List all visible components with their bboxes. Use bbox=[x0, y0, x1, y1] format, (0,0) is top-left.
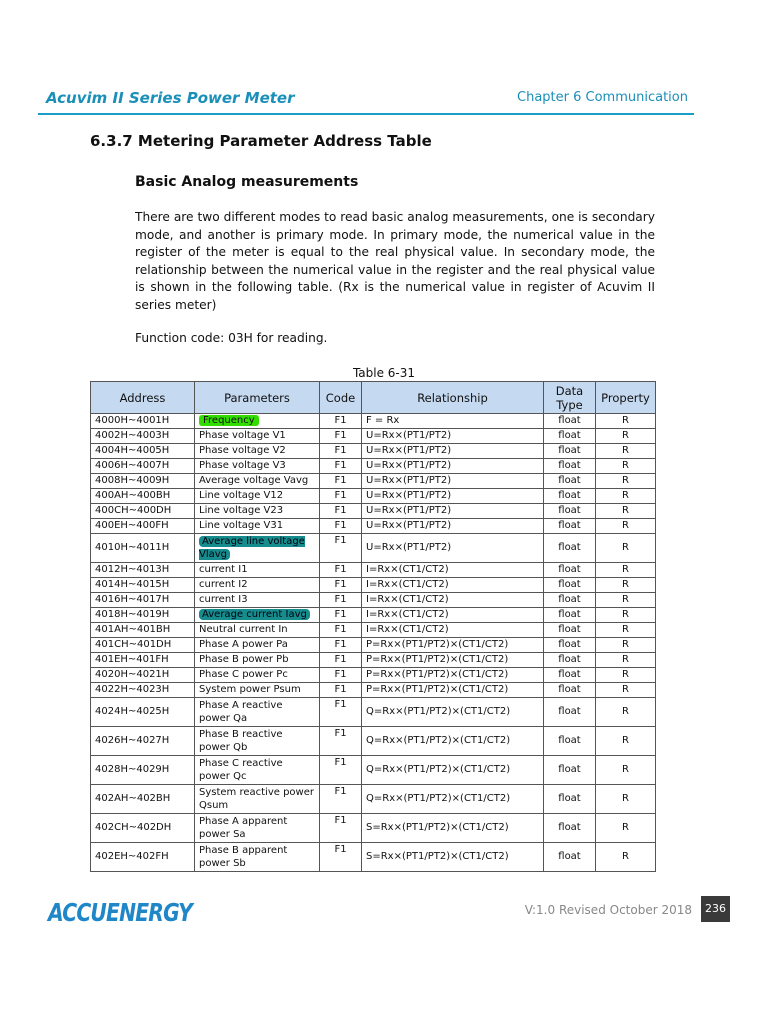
cell-data-type: float bbox=[544, 444, 596, 459]
cell-code: F1 bbox=[320, 814, 362, 843]
parameter-text: System power Psum bbox=[199, 684, 301, 696]
cell-parameter bbox=[195, 429, 320, 444]
table-row bbox=[91, 608, 656, 623]
cell-code: F1 bbox=[320, 489, 362, 504]
cell-property: R bbox=[596, 668, 656, 683]
cell-address: 400CH~400DH bbox=[91, 504, 195, 519]
cell-data-type: float bbox=[544, 519, 596, 534]
parameter-text: current I3 bbox=[199, 594, 248, 606]
cell-data-type: float bbox=[544, 698, 596, 727]
cell-relationship: I=Rx×(CT1/CT2) bbox=[362, 563, 544, 578]
table-row bbox=[91, 638, 656, 653]
table-row bbox=[91, 474, 656, 489]
cell-parameter bbox=[195, 563, 320, 578]
cell-address: 4006H~4007H bbox=[91, 459, 195, 474]
cell-data-type: float bbox=[544, 683, 596, 698]
cell-address: 401AH~401BH bbox=[91, 623, 195, 638]
parameter-text: Average line voltage Vlavg bbox=[199, 535, 305, 560]
parameter-text: Line voltage V12 bbox=[199, 490, 284, 502]
cell-data-type: float bbox=[544, 623, 596, 638]
cell-property: R bbox=[596, 474, 656, 489]
parameter-text: System reactive power Qsum bbox=[199, 786, 314, 811]
cell-relationship: U=Rx×(PT1/PT2) bbox=[362, 504, 544, 519]
cell-parameter bbox=[195, 785, 320, 814]
cell-address: 4028H~4029H bbox=[91, 756, 195, 785]
cell-relationship: I=Rx×(CT1/CT2) bbox=[362, 593, 544, 608]
cell-data-type: float bbox=[544, 429, 596, 444]
parameter-text: Line voltage V31 bbox=[199, 520, 284, 532]
cell-property: R bbox=[596, 504, 656, 519]
parameter-text: Phase voltage V3 bbox=[199, 460, 286, 472]
cell-data-type: float bbox=[544, 534, 596, 563]
header-relationship: Relationship bbox=[362, 382, 544, 414]
parameter-text: Average current Iavg bbox=[199, 609, 310, 620]
header-property: Property bbox=[596, 382, 656, 414]
cell-relationship: P=Rx×(PT1/PT2)×(CT1/CT2) bbox=[362, 668, 544, 683]
cell-relationship: Q=Rx×(PT1/PT2)×(CT1/CT2) bbox=[362, 698, 544, 727]
cell-relationship: U=Rx×(PT1/PT2) bbox=[362, 474, 544, 489]
cell-parameter bbox=[195, 727, 320, 756]
cell-code: F1 bbox=[320, 504, 362, 519]
cell-code: F1 bbox=[320, 519, 362, 534]
cell-code: F1 bbox=[320, 785, 362, 814]
cell-code: F1 bbox=[320, 563, 362, 578]
cell-parameter bbox=[195, 444, 320, 459]
cell-property: R bbox=[596, 653, 656, 668]
document-header-title: Acuvim II Series Power Meter bbox=[46, 89, 295, 107]
parameter-text: Frequency bbox=[199, 415, 259, 426]
cell-data-type: float bbox=[544, 474, 596, 489]
table-row bbox=[91, 593, 656, 608]
cell-relationship: P=Rx×(PT1/PT2)×(CT1/CT2) bbox=[362, 653, 544, 668]
table-row bbox=[91, 653, 656, 668]
table-row bbox=[91, 814, 656, 843]
cell-relationship: F = Rx bbox=[362, 414, 544, 429]
cell-data-type: float bbox=[544, 459, 596, 474]
cell-parameter bbox=[195, 623, 320, 638]
cell-parameter bbox=[195, 698, 320, 727]
cell-property: R bbox=[596, 534, 656, 563]
cell-data-type: float bbox=[544, 756, 596, 785]
cell-data-type: float bbox=[544, 785, 596, 814]
intro-paragraph: There are two different modes to read basic analog measurements, one is secondary mode, and another is primary mode. In primary mode, the numerical value in the register of the meter is equal to the real physical value. In secondary mode, the relationship between the numerical value in the register and the real physical value is shown in the following table. (Rx is the numerical value in register of Acuvim II series meter) bbox=[135, 210, 655, 312]
section-title: 6.3.7 Metering Parameter Address Table bbox=[90, 132, 432, 150]
parameter-text: Phase A apparent power Sa bbox=[199, 815, 288, 840]
cell-parameter bbox=[195, 474, 320, 489]
parameter-text: Phase B power Pb bbox=[199, 654, 289, 666]
cell-code: F1 bbox=[320, 623, 362, 638]
cell-address: 4000H~4001H bbox=[91, 414, 195, 429]
header-address: Address bbox=[91, 382, 195, 414]
table-row bbox=[91, 756, 656, 785]
header-parameters: Parameters bbox=[195, 382, 320, 414]
cell-relationship: U=Rx×(PT1/PT2) bbox=[362, 489, 544, 504]
cell-parameter bbox=[195, 519, 320, 534]
table-header-row bbox=[91, 382, 656, 414]
table-row bbox=[91, 534, 656, 563]
cell-relationship: I=Rx×(CT1/CT2) bbox=[362, 623, 544, 638]
cell-relationship: Q=Rx×(PT1/PT2)×(CT1/CT2) bbox=[362, 785, 544, 814]
cell-address: 4014H~4015H bbox=[91, 578, 195, 593]
cell-relationship: I=Rx×(CT1/CT2) bbox=[362, 608, 544, 623]
table-row bbox=[91, 429, 656, 444]
cell-address: 4022H~4023H bbox=[91, 683, 195, 698]
header-code: Code bbox=[320, 382, 362, 414]
cell-property: R bbox=[596, 608, 656, 623]
table-row bbox=[91, 727, 656, 756]
parameter-text: Phase A reactive power Qa bbox=[199, 699, 283, 724]
parameter-text: Phase C reactive power Qc bbox=[199, 757, 283, 782]
cell-parameter bbox=[195, 843, 320, 872]
cell-data-type: float bbox=[544, 414, 596, 429]
cell-property: R bbox=[596, 593, 656, 608]
cell-code: F1 bbox=[320, 593, 362, 608]
cell-property: R bbox=[596, 727, 656, 756]
table-row bbox=[91, 785, 656, 814]
cell-code: F1 bbox=[320, 414, 362, 429]
cell-code: F1 bbox=[320, 683, 362, 698]
parameter-text: Phase voltage V2 bbox=[199, 445, 286, 457]
cell-parameter bbox=[195, 459, 320, 474]
cell-property: R bbox=[596, 519, 656, 534]
parameter-text: current I2 bbox=[199, 579, 248, 591]
cell-property: R bbox=[596, 578, 656, 593]
cell-code: F1 bbox=[320, 459, 362, 474]
cell-data-type: float bbox=[544, 727, 596, 756]
function-code-note: Function code: 03H for reading. bbox=[135, 331, 328, 345]
cell-relationship: P=Rx×(PT1/PT2)×(CT1/CT2) bbox=[362, 683, 544, 698]
cell-address: 4016H~4017H bbox=[91, 593, 195, 608]
cell-relationship: U=Rx×(PT1/PT2) bbox=[362, 444, 544, 459]
parameter-text: Phase voltage V1 bbox=[199, 430, 286, 442]
cell-data-type: float bbox=[544, 593, 596, 608]
cell-parameter bbox=[195, 593, 320, 608]
cell-property: R bbox=[596, 698, 656, 727]
cell-address: 402CH~402DH bbox=[91, 814, 195, 843]
parameter-text: Phase B apparent power Sb bbox=[199, 844, 288, 869]
table-row bbox=[91, 504, 656, 519]
table-row bbox=[91, 459, 656, 474]
cell-code: F1 bbox=[320, 608, 362, 623]
cell-parameter bbox=[195, 756, 320, 785]
cell-property: R bbox=[596, 638, 656, 653]
cell-data-type: float bbox=[544, 578, 596, 593]
table-row bbox=[91, 623, 656, 638]
cell-address: 402EH~402FH bbox=[91, 843, 195, 872]
cell-relationship: U=Rx×(PT1/PT2) bbox=[362, 534, 544, 563]
cell-code: F1 bbox=[320, 698, 362, 727]
cell-address: 401CH~401DH bbox=[91, 638, 195, 653]
parameter-text: Neutral current In bbox=[199, 624, 288, 636]
cell-code: F1 bbox=[320, 756, 362, 785]
cell-code: F1 bbox=[320, 843, 362, 872]
parameter-text: Line voltage V23 bbox=[199, 505, 284, 517]
table-row bbox=[91, 414, 656, 429]
header-rule bbox=[38, 113, 694, 115]
cell-parameter bbox=[195, 638, 320, 653]
cell-data-type: float bbox=[544, 814, 596, 843]
cell-parameter bbox=[195, 814, 320, 843]
cell-relationship: I=Rx×(CT1/CT2) bbox=[362, 578, 544, 593]
cell-property: R bbox=[596, 785, 656, 814]
cell-data-type: float bbox=[544, 668, 596, 683]
cell-data-type: float bbox=[544, 563, 596, 578]
parameter-text: Phase A power Pa bbox=[199, 639, 288, 651]
cell-relationship: Q=Rx×(PT1/PT2)×(CT1/CT2) bbox=[362, 756, 544, 785]
cell-data-type: float bbox=[544, 653, 596, 668]
cell-address: 4018H~4019H bbox=[91, 608, 195, 623]
cell-code: F1 bbox=[320, 429, 362, 444]
cell-data-type: float bbox=[544, 638, 596, 653]
cell-code: F1 bbox=[320, 474, 362, 489]
table-row bbox=[91, 563, 656, 578]
address-table bbox=[90, 381, 656, 872]
page-number: 236 bbox=[701, 896, 730, 922]
cell-address: 4008H~4009H bbox=[91, 474, 195, 489]
version-label: V:1.0 Revised October 2018 bbox=[524, 903, 692, 917]
cell-parameter bbox=[195, 578, 320, 593]
header-data-type: Data Type bbox=[544, 382, 596, 414]
cell-parameter bbox=[195, 608, 320, 623]
parameter-text: Average voltage Vavg bbox=[199, 475, 309, 487]
cell-relationship: S=Rx×(PT1/PT2)×(CT1/CT2) bbox=[362, 814, 544, 843]
cell-address: 402AH~402BH bbox=[91, 785, 195, 814]
cell-code: F1 bbox=[320, 534, 362, 563]
cell-code: F1 bbox=[320, 727, 362, 756]
cell-code: F1 bbox=[320, 668, 362, 683]
table-row bbox=[91, 668, 656, 683]
cell-property: R bbox=[596, 563, 656, 578]
cell-parameter bbox=[195, 504, 320, 519]
cell-property: R bbox=[596, 756, 656, 785]
table-row bbox=[91, 519, 656, 534]
table-row bbox=[91, 578, 656, 593]
cell-address: 400EH~400FH bbox=[91, 519, 195, 534]
cell-relationship: U=Rx×(PT1/PT2) bbox=[362, 459, 544, 474]
cell-property: R bbox=[596, 623, 656, 638]
cell-relationship: U=Rx×(PT1/PT2) bbox=[362, 519, 544, 534]
cell-parameter bbox=[195, 414, 320, 429]
cell-address: 4004H~4005H bbox=[91, 444, 195, 459]
cell-property: R bbox=[596, 843, 656, 872]
cell-data-type: float bbox=[544, 489, 596, 504]
cell-relationship: U=Rx×(PT1/PT2) bbox=[362, 429, 544, 444]
cell-code: F1 bbox=[320, 578, 362, 593]
cell-relationship: Q=Rx×(PT1/PT2)×(CT1/CT2) bbox=[362, 727, 544, 756]
parameter-text: Phase B reactive power Qb bbox=[199, 728, 283, 753]
cell-parameter bbox=[195, 668, 320, 683]
cell-relationship: S=Rx×(PT1/PT2)×(CT1/CT2) bbox=[362, 843, 544, 872]
cell-property: R bbox=[596, 444, 656, 459]
table-body bbox=[91, 414, 656, 872]
cell-relationship: P=Rx×(PT1/PT2)×(CT1/CT2) bbox=[362, 638, 544, 653]
cell-address: 4002H~4003H bbox=[91, 429, 195, 444]
cell-code: F1 bbox=[320, 444, 362, 459]
cell-data-type: float bbox=[544, 843, 596, 872]
cell-parameter bbox=[195, 534, 320, 563]
cell-property: R bbox=[596, 459, 656, 474]
cell-data-type: float bbox=[544, 608, 596, 623]
accuenergy-logo bbox=[46, 896, 196, 926]
cell-address: 4020H~4021H bbox=[91, 668, 195, 683]
table-caption: Table 6-31 bbox=[352, 366, 416, 380]
cell-property: R bbox=[596, 414, 656, 429]
cell-parameter bbox=[195, 489, 320, 504]
cell-address: 4012H~4013H bbox=[91, 563, 195, 578]
cell-code: F1 bbox=[320, 653, 362, 668]
cell-address: 4026H~4027H bbox=[91, 727, 195, 756]
table-row bbox=[91, 843, 656, 872]
parameter-text: Phase C power Pc bbox=[199, 669, 288, 681]
cell-property: R bbox=[596, 683, 656, 698]
cell-address: 4010H~4011H bbox=[91, 534, 195, 563]
table-row bbox=[91, 698, 656, 727]
table-row bbox=[91, 444, 656, 459]
cell-address: 4024H~4025H bbox=[91, 698, 195, 727]
cell-code: F1 bbox=[320, 638, 362, 653]
svg-text:ACCUENERGY: ACCUENERGY bbox=[46, 898, 196, 927]
cell-parameter bbox=[195, 683, 320, 698]
chapter-title: Chapter 6 Communication bbox=[517, 90, 688, 105]
cell-address: 400AH~400BH bbox=[91, 489, 195, 504]
cell-address: 401EH~401FH bbox=[91, 653, 195, 668]
table-row bbox=[91, 489, 656, 504]
cell-property: R bbox=[596, 489, 656, 504]
table-row bbox=[91, 683, 656, 698]
cell-parameter bbox=[195, 653, 320, 668]
cell-property: R bbox=[596, 429, 656, 444]
cell-data-type: float bbox=[544, 504, 596, 519]
parameter-text: current I1 bbox=[199, 564, 248, 576]
subsection-title: Basic Analog measurements bbox=[135, 174, 359, 190]
cell-property: R bbox=[596, 814, 656, 843]
